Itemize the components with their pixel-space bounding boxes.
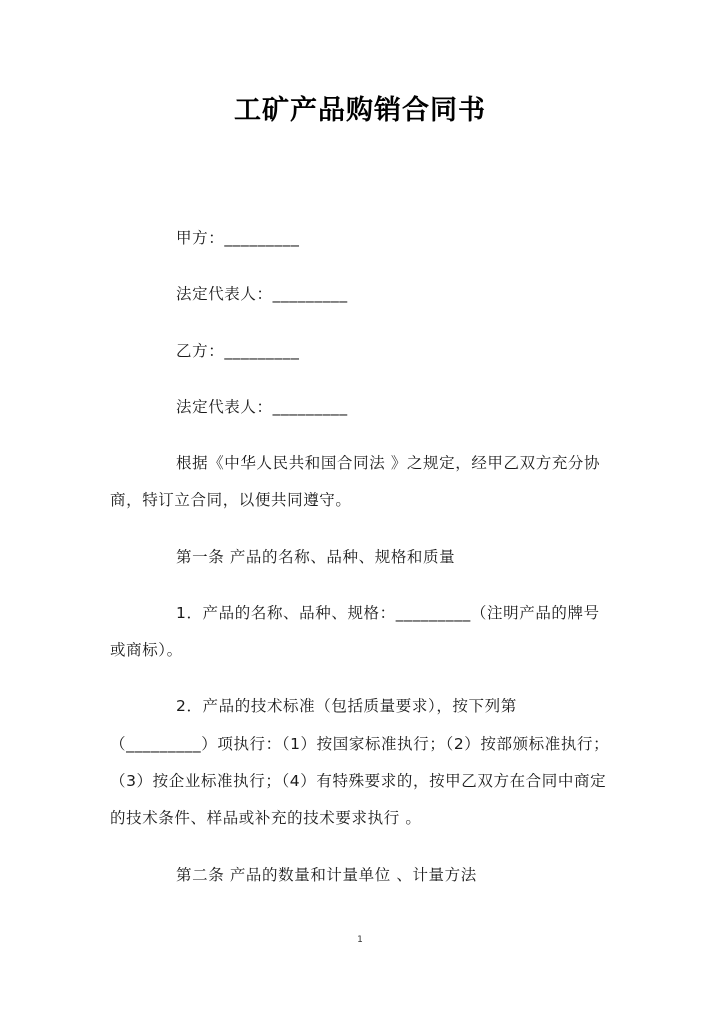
party-a-line [176, 226, 299, 248]
party-b-label: 乙方： [176, 342, 225, 360]
article-1-item-2-line-2: （_________）项执行：（1）按国家标准执行；（2）按部颁标准执行； [110, 735, 610, 753]
party-a-blank: _________ [224, 229, 300, 247]
article-1-heading: 第一条 产品的名称、品种、规格和质量 [176, 548, 456, 566]
article-1-item-2-line-3: （3）按企业标准执行；（4）有特殊要求的，按甲乙双方在合同中商定 [110, 772, 607, 790]
preamble-line-1: 根据《中华人民共和国合同法 》之规定，经甲乙双方充分协 [176, 454, 601, 472]
party-b-blank: _________ [224, 342, 300, 360]
party-a-representative-blank: _________ [272, 285, 348, 303]
party-a-representative-line [176, 282, 348, 304]
article-1-item-2-line-4: 的技术条件、样品或补充的技术要求执行 。 [110, 809, 422, 827]
party-b-representative-label: 法定代表人： [176, 398, 273, 416]
preamble-line-2: 商，特订立合同，以便共同遵守。 [110, 491, 352, 509]
article-1-item-1-line-1: 1．产品的名称、品种、规格：_________（注明产品的牌号 [176, 604, 600, 622]
page-number: 1 [357, 935, 363, 945]
article-1-item-1-line-2: 或商标）。 [110, 641, 183, 659]
article-2-heading: 第二条 产品的数量和计量单位 、计量方法 [176, 866, 477, 884]
party-a-label: 甲方： [176, 229, 225, 247]
party-b-representative-line [176, 395, 348, 417]
party-b-line [176, 339, 299, 361]
party-b-representative-blank: _________ [272, 398, 348, 416]
party-a-representative-label: 法定代表人： [176, 285, 273, 303]
document-title: 工矿产品购销合同书 [234, 95, 486, 126]
article-1-item-2-line-1: 2．产品的技术标准（包括质量要求），按下列第 [176, 697, 517, 715]
